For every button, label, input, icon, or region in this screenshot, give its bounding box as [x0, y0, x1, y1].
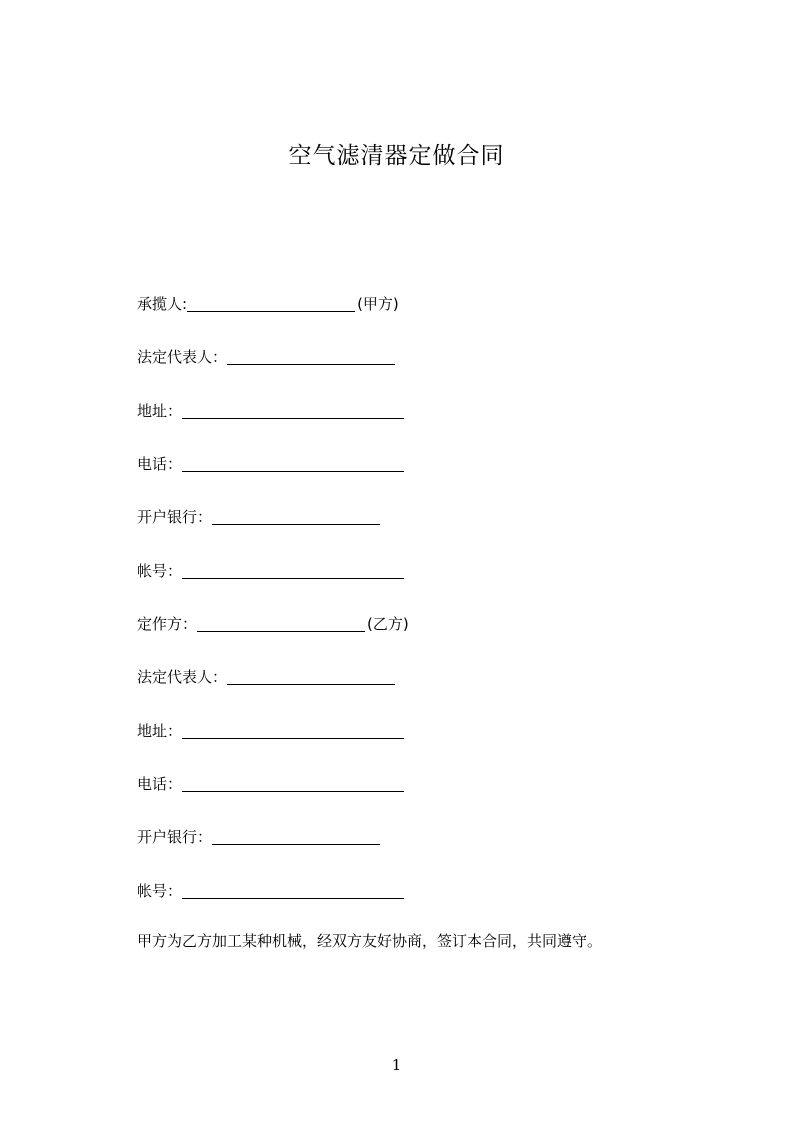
party-b-legal-rep-row	[137, 663, 395, 687]
page-number: 1	[391, 1056, 402, 1074]
party-a-bank-row	[137, 503, 380, 527]
party-b-address-blank[interactable]	[182, 722, 404, 739]
party-b-address-label: 地址：	[137, 722, 183, 740]
party-b-phone-label: 电话：	[137, 775, 183, 793]
party-b-bank-label: 开户银行：	[137, 828, 213, 846]
party-b-customer-blank[interactable]	[197, 615, 365, 632]
party-a-phone-blank[interactable]	[182, 455, 404, 472]
party-a-bank-label: 开户银行：	[137, 508, 213, 526]
party-b-bank-blank[interactable]	[212, 828, 380, 845]
party-b-account-blank[interactable]	[182, 882, 404, 899]
party-a-legal-rep-blank[interactable]	[227, 348, 395, 365]
party-b-phone-blank[interactable]	[182, 775, 404, 792]
party-b-address-row	[137, 717, 404, 741]
party-b-account-label: 帐号：	[137, 882, 183, 900]
party-b-suffix: (乙方)	[367, 615, 409, 633]
party-a-account-row	[137, 557, 404, 581]
party-b-customer-row	[137, 610, 409, 634]
agreement-paragraph: 甲方为乙方加工某种机械，经双方友好协商，签订本合同，共同遵守。	[137, 932, 603, 950]
party-b-customer-label: 定作方：	[137, 615, 198, 633]
party-a-contractor-blank[interactable]	[187, 295, 355, 312]
party-b-bank-row	[137, 823, 380, 847]
party-b-account-row	[137, 877, 404, 901]
party-a-address-row	[137, 397, 404, 421]
party-a-address-label: 地址：	[137, 402, 183, 420]
party-a-account-blank[interactable]	[182, 562, 404, 579]
party-a-contractor-row	[137, 290, 399, 314]
party-a-legal-rep-row	[137, 343, 395, 367]
party-b-phone-row	[137, 770, 404, 794]
party-a-account-label: 帐号：	[137, 562, 183, 580]
party-a-contractor-label: 承揽人:	[137, 295, 188, 313]
document-title: 空气滤清器定做合同	[288, 143, 505, 169]
party-a-address-blank[interactable]	[182, 402, 404, 419]
party-b-legal-rep-blank[interactable]	[227, 668, 395, 685]
party-a-bank-blank[interactable]	[212, 508, 380, 525]
party-a-suffix: (甲方)	[357, 295, 399, 313]
party-a-phone-label: 电话：	[137, 455, 183, 473]
party-a-phone-row	[137, 450, 404, 474]
party-a-legal-rep-label: 法定代表人：	[137, 348, 228, 366]
party-b-legal-rep-label: 法定代表人：	[137, 668, 228, 686]
